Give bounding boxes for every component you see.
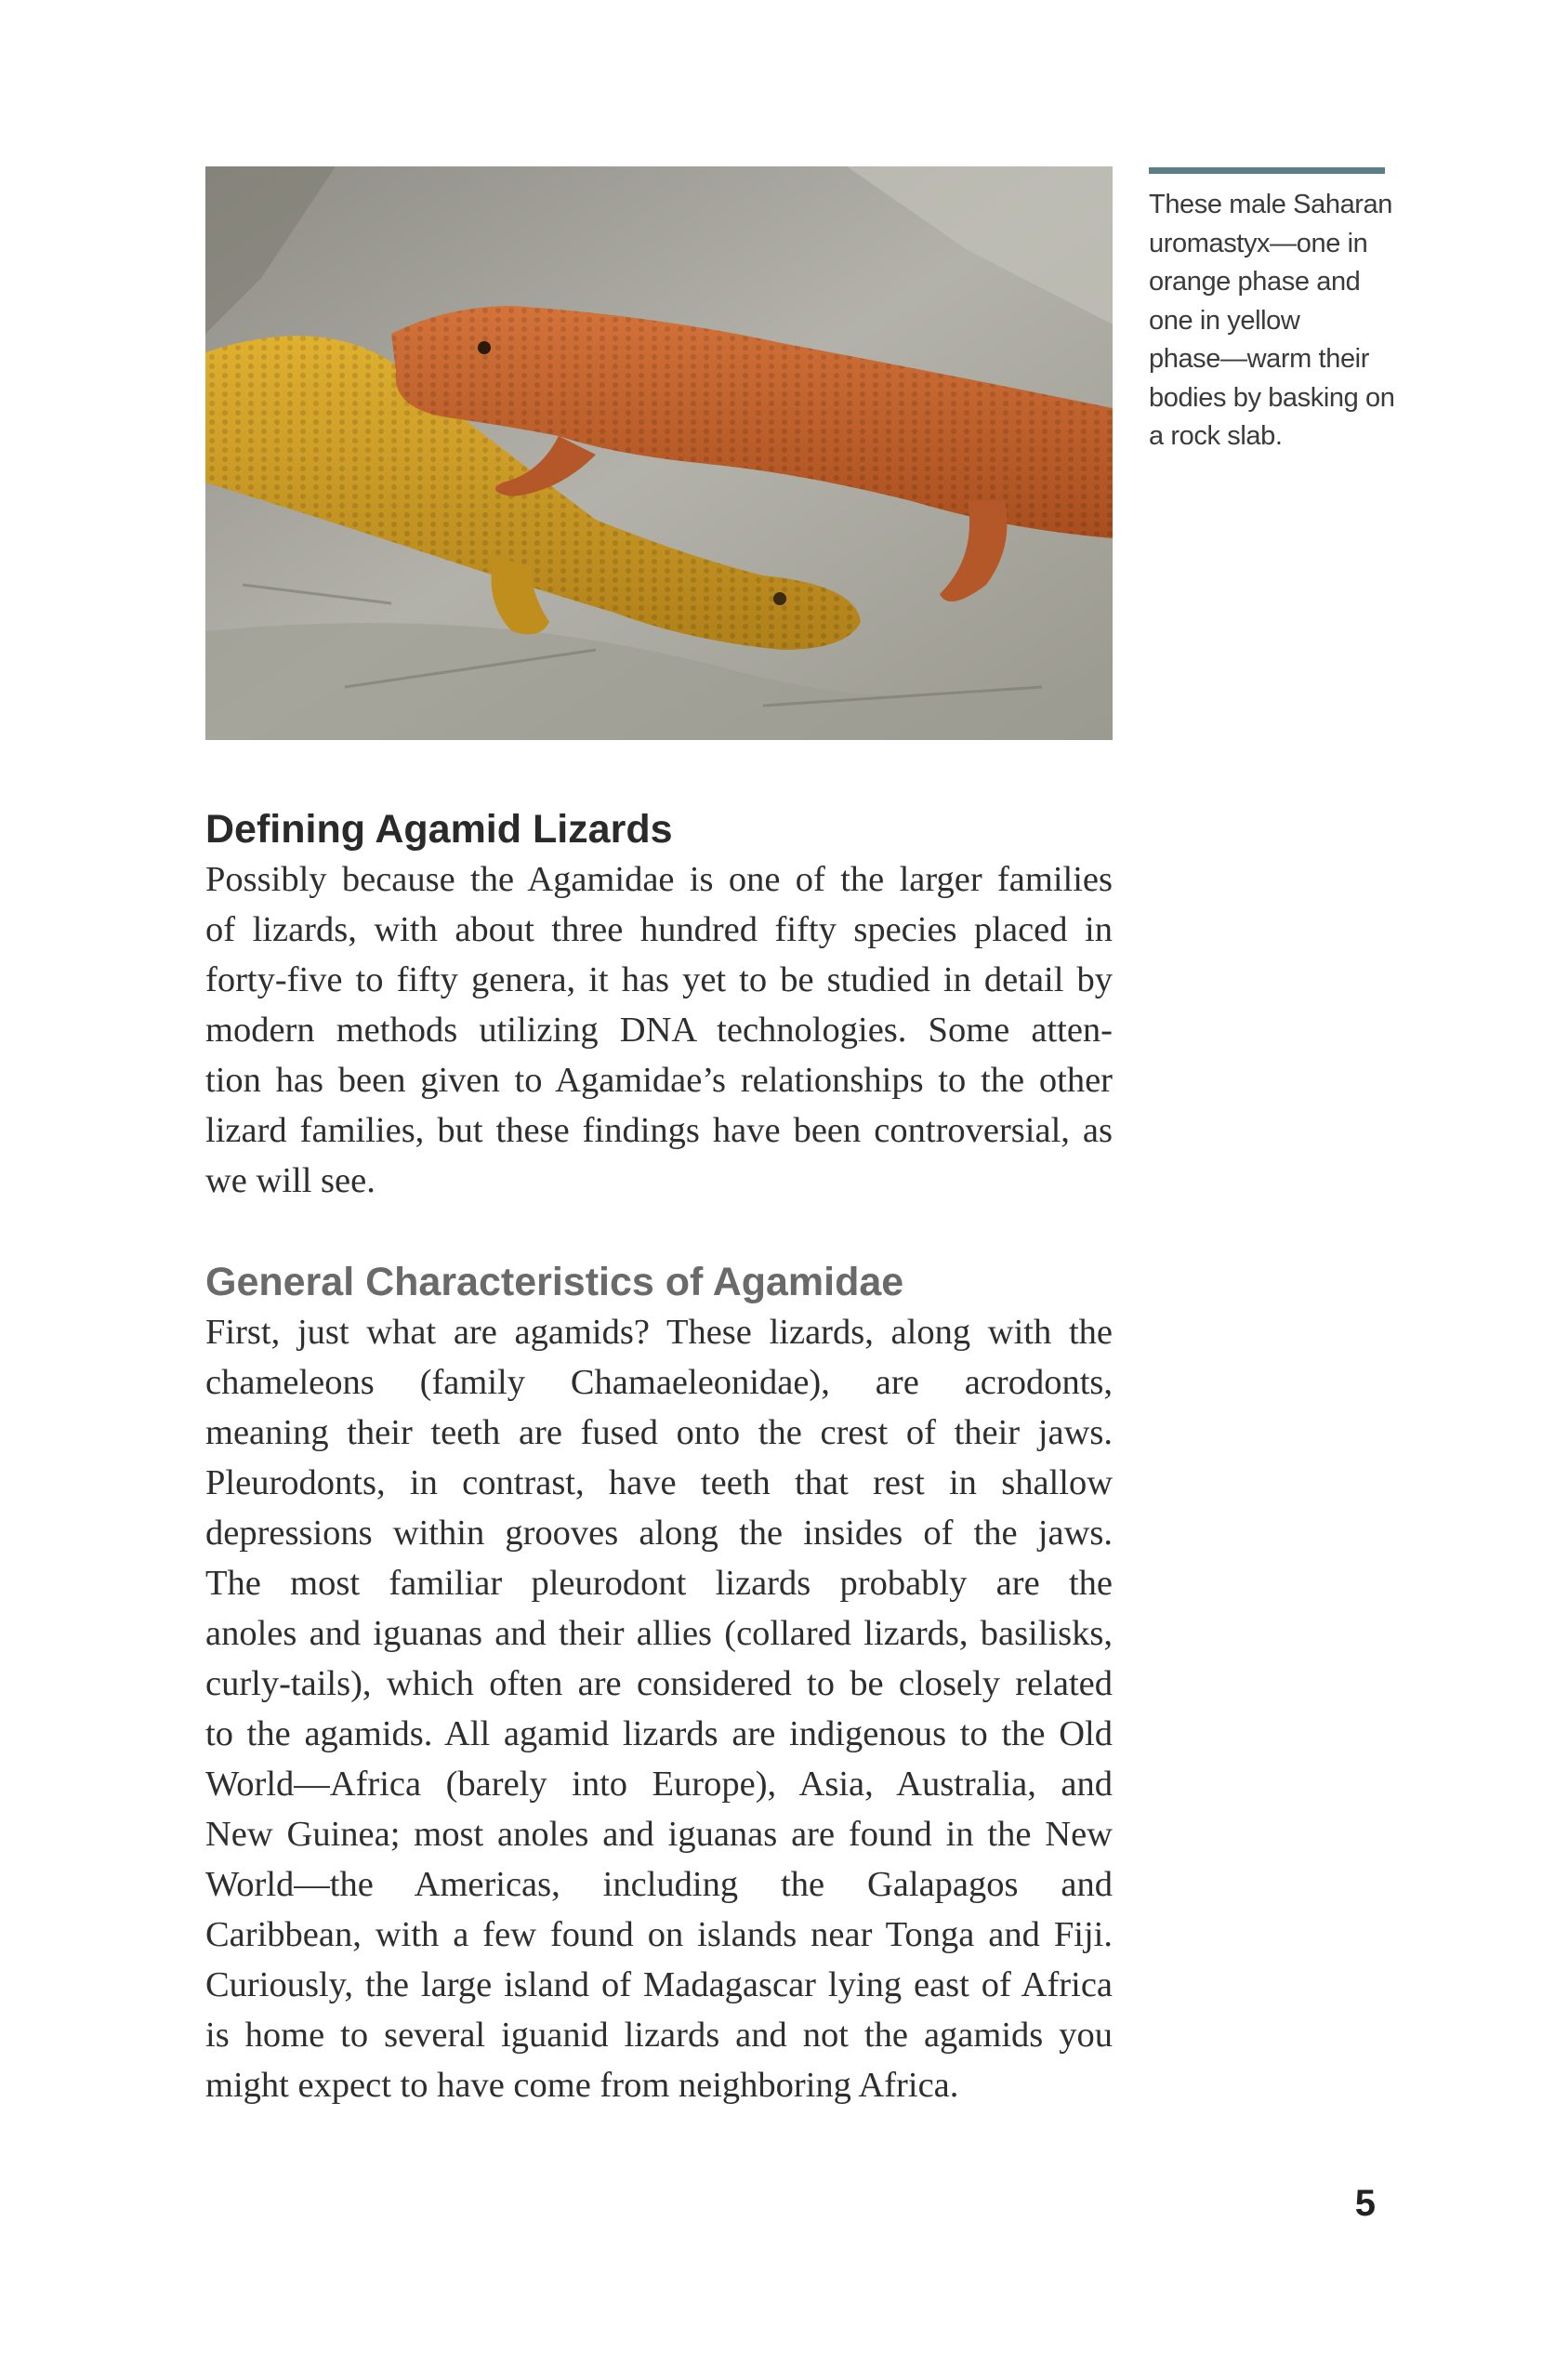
caption-line: orange phase and [1149, 267, 1361, 297]
body-line: The most familiar pleurodont lizards probably are the [205, 1564, 1113, 1603]
caption-line: uromastyx—one in [1149, 228, 1368, 258]
body-line: we will see. [205, 1161, 376, 1200]
body-line: depressions within grooves along the insides of the jaws. [205, 1514, 1113, 1553]
caption-line: one in yellow [1149, 305, 1300, 336]
body-line: forty-five to fifty genera, it has yet to be studied in detail by [205, 960, 1113, 999]
caption-line: bodies by basking on [1149, 382, 1395, 413]
body-line: New Guinea; most anoles and iguanas are found in the New [205, 1815, 1113, 1854]
body-line: to the agamids. All agamid lizards are indigenous to the Old [205, 1714, 1113, 1753]
caption-line: phase—warm their [1149, 344, 1369, 374]
body-line: of lizards, with about three hundred fifty species placed in [205, 910, 1113, 949]
body-line: anoles and iguanas and their allies (collared lizards, basilisks, [205, 1614, 1113, 1653]
caption-line: a rock slab. [1149, 421, 1283, 451]
body-line: Possibly because the Agamidae is one of the larger families [205, 860, 1113, 899]
caption-line: These male Saharan [1149, 190, 1393, 219]
lizards-illustration [205, 166, 1113, 740]
body-line: Caribbean, with a few found on islands near Tonga and Fiji. [205, 1915, 1113, 1954]
body-line: Curiously, the large island of Madagascar lying east of Africa [205, 1965, 1113, 2004]
lizards-photo [205, 166, 1113, 740]
body-line: tion has been given to Agamidae’s relationships to the other [205, 1061, 1113, 1100]
section-body-defining-agamid-lizards [205, 854, 1113, 1206]
section-heading-defining-agamid-lizards: Defining Agamid Lizards [205, 807, 673, 852]
body-line: World—the Americas, including the Galapagos and [205, 1865, 1113, 1904]
body-line: Pleurodonts, in contrast, have teeth that rest in shallow [205, 1463, 1113, 1502]
body-line: is home to several iguanid lizards and not the agamids you [205, 2016, 1113, 2055]
caption-rule [1149, 167, 1385, 174]
body-line: First, just what are agamids? These lizards, along with the [205, 1313, 1113, 1352]
body-line: modern methods utilizing DNA technologies. Some atten- [205, 1011, 1113, 1050]
body-line: World—Africa (barely into Europe), Asia, Australia, and [205, 1765, 1113, 1804]
body-line: meaning their teeth are fused onto the crest of their jaws. [205, 1413, 1113, 1452]
page-number: 5 [1354, 2183, 1376, 2224]
section-heading-general-characteristics: General Characteristics of Agamidae [205, 1260, 904, 1304]
body-line: lizard families, but these findings have been controversial, as [205, 1111, 1113, 1150]
body-line: might expect to have come from neighboring Africa. [205, 2066, 959, 2105]
section-body-general-characteristics [205, 1307, 1113, 2110]
body-line: curly-tails), which often are considered to be closely related [205, 1664, 1113, 1703]
photo-caption [1149, 186, 1400, 456]
body-line: chameleons (family Chamaeleonidae), are acrodonts, [205, 1363, 1113, 1402]
